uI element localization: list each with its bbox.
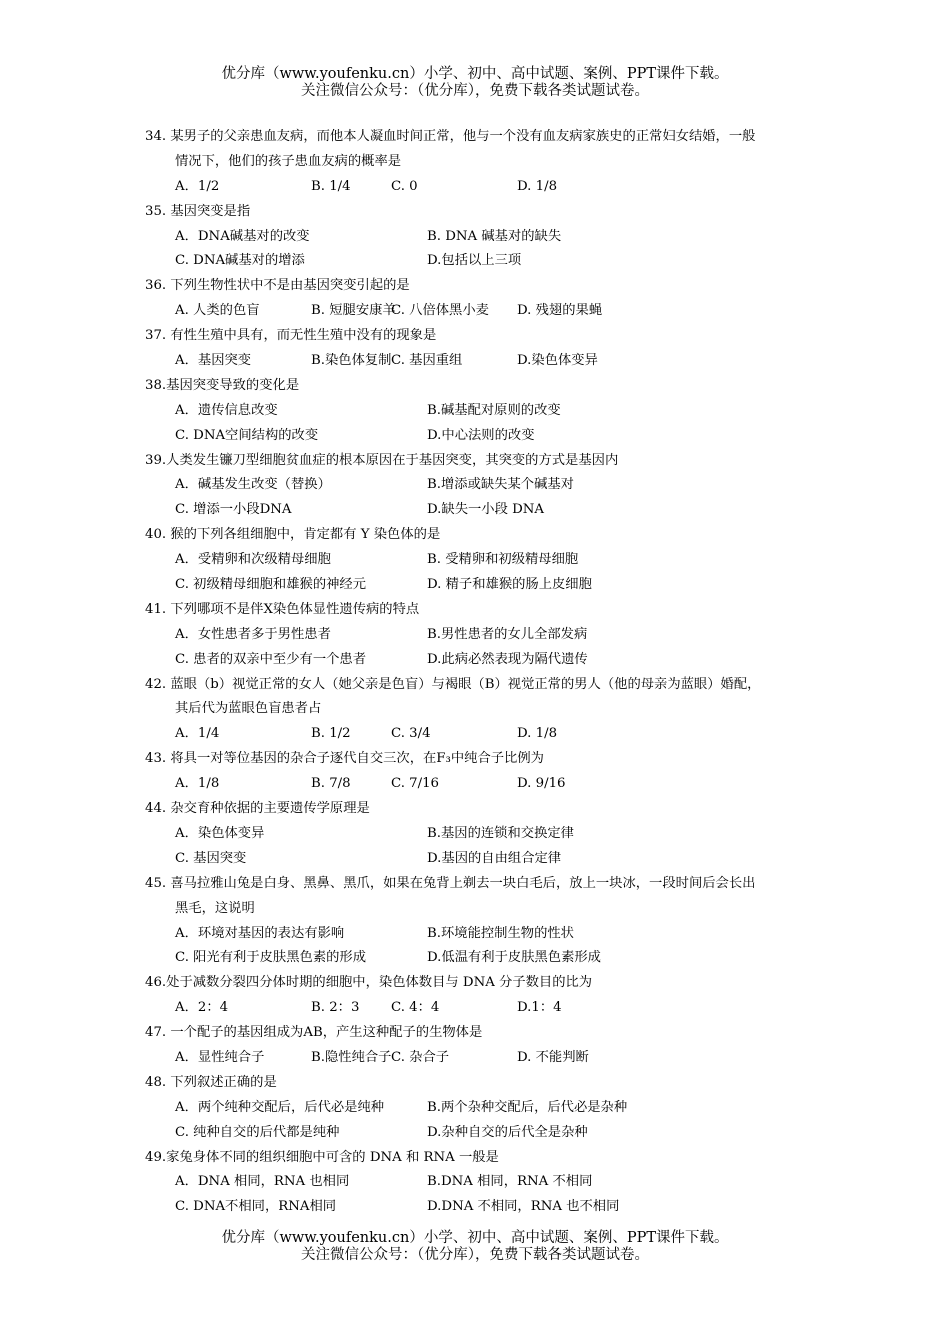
answer-option: B. 1/4 <box>311 178 351 194</box>
answer-option: A．基因突变 <box>175 353 252 369</box>
question-block <box>145 523 815 598</box>
question-stem: 42. 蓝眼（b）视觉正常的女人（她父亲是色盲）与褐眼（B）视觉正常的男人（他的母亲为蓝眼）婚配， <box>145 676 761 692</box>
question-block <box>145 797 815 872</box>
answer-option: C. 4：4 <box>391 1000 440 1016</box>
option-row <box>145 922 815 947</box>
answer-option: D.DNA 不相同，RNA 也不相同 <box>427 1199 620 1215</box>
option-row <box>145 1121 815 1146</box>
question-block <box>145 747 815 797</box>
question-stem: 41. 下列哪项不是伴X染色体显性遗传病的特点 <box>145 601 420 617</box>
answer-option: D. 残翅的果蝇 <box>517 303 603 319</box>
answer-option: D.染色体变异 <box>517 353 598 369</box>
answer-option: D.缺失一小段 DNA <box>427 502 545 518</box>
answer-option: B. 受精卵和初级精母细胞 <box>427 552 579 568</box>
option-row <box>145 349 815 374</box>
option-row <box>145 648 815 673</box>
answer-option: A．染色体变异 <box>175 825 265 841</box>
option-row <box>145 772 815 797</box>
answer-option: B.隐性纯合子 <box>311 1049 392 1065</box>
answer-option: C. 纯种自交的后代都是纯种 <box>175 1124 340 1140</box>
question-stem: 39.人类发生镰刀型细胞贫血症的根本原因在于基因突变，其突变的方式是基因内 <box>145 452 619 468</box>
question-stem: 黑毛，这说明 <box>175 900 255 916</box>
question-block <box>145 1071 815 1146</box>
question-block <box>145 324 815 374</box>
question-stem: 情况下，他们的孩子患血友病的概率是 <box>175 153 402 169</box>
answer-option: C. 3/4 <box>391 726 431 742</box>
answer-option: B. 短腿安康羊 <box>311 303 396 319</box>
question-stem: 34. 某男子的父亲患血友病，而他本人凝血时间正常，他与一个没有血友病家族史的正常妇女结婚，一般 <box>145 129 756 144</box>
answer-option: C. 初级精母细胞和雄猴的神经元 <box>175 577 367 593</box>
question-block <box>145 1021 815 1071</box>
question-block <box>145 125 815 200</box>
answer-option: D. 1/8 <box>517 726 558 742</box>
answer-option: B.基因的连锁和交换定律 <box>427 825 574 841</box>
answer-option: B.染色体复制 <box>311 353 392 369</box>
option-row <box>145 1195 815 1220</box>
option-row <box>145 1046 815 1071</box>
option-row <box>145 225 815 250</box>
answer-option: B.两个杂种交配后，后代必是杂种 <box>427 1099 628 1115</box>
answer-option: D. 精子和雄猴的肠上皮细胞 <box>427 577 592 593</box>
question-stem: 45. 喜马拉雅山兔是白身、黑鼻、黑爪，如果在兔背上剃去一块白毛后，放上一块冰，一段时间后会长出 <box>145 875 756 891</box>
option-row <box>145 946 815 971</box>
answer-option: D.杂种自交的后代全是杂种 <box>427 1124 588 1140</box>
answer-option: A．2：4 <box>175 1000 229 1016</box>
option-row <box>145 1096 815 1121</box>
option-row <box>145 548 815 573</box>
footer-line-2: 关注微信公众号：（优分库），免费下载各类试题试卷。 <box>301 1247 649 1263</box>
option-row <box>145 573 815 598</box>
answer-option: A．环境对基因的表达有影响 <box>175 925 345 941</box>
option-row <box>145 175 815 200</box>
option-row <box>145 249 815 274</box>
option-row <box>145 847 815 872</box>
answer-option: C. 八倍体黑小麦 <box>391 303 489 319</box>
question-block <box>145 1146 815 1221</box>
answer-option: A．两个纯种交配后，后代必是纯种 <box>175 1099 385 1115</box>
answer-option: C. 阳光有利于皮肤黑色素的形成 <box>175 950 367 966</box>
answer-option: C. 7/16 <box>391 776 440 792</box>
page-footer <box>0 1230 950 1264</box>
question-list <box>145 125 815 1220</box>
answer-option: A．1/2 <box>175 178 220 194</box>
answer-option: C. 0 <box>391 178 418 194</box>
option-row <box>145 822 815 847</box>
answer-option: B.DNA 相同，RNA 不相同 <box>427 1174 593 1190</box>
question-stem: 49.家兔身体不同的组织细胞中可含的 DNA 和 RNA 一般是 <box>145 1149 499 1165</box>
header-line-2: 关注微信公众号：（优分库），免费下载各类试题试卷。 <box>301 83 649 99</box>
answer-option: A．遗传信息改变 <box>175 402 278 418</box>
option-row <box>145 1170 815 1195</box>
question-stem: 36. 下列生物性状中不是由基因突变引起的是 <box>145 278 410 294</box>
answer-option: B.男性患者的女儿全部发病 <box>427 626 588 642</box>
answer-option: A．DNA碱基对的改变 <box>175 228 310 244</box>
answer-option: C. DNA不相同，RNA相同 <box>175 1199 337 1215</box>
answer-option: B.碱基配对原则的改变 <box>427 402 561 418</box>
answer-option: D.中心法则的改变 <box>427 427 535 443</box>
footer-line-1: 优分库（www.youfenku.cn）小学、初中、高中试题、案例、PPT课件下载。 <box>221 1230 729 1246</box>
answer-option: C. DNA碱基对的增添 <box>175 253 305 269</box>
question-block <box>145 374 815 449</box>
question-stem: 48. 下列叙述正确的是 <box>145 1074 277 1090</box>
answer-option: D. 9/16 <box>517 776 566 792</box>
option-row <box>145 722 815 747</box>
question-stem: 其后代为蓝眼色盲患者占 <box>175 701 322 717</box>
option-row <box>145 299 815 324</box>
answer-option: C. 增添一小段DNA <box>175 502 292 518</box>
answer-option: C. 患者的双亲中至少有一个患者 <box>175 651 367 667</box>
question-stem: 47. 一个配子的基因组成为AB，产生这种配子的生物体是 <box>145 1025 483 1041</box>
question-block <box>145 971 815 1021</box>
question-block <box>145 274 815 324</box>
option-row <box>145 623 815 648</box>
answer-option: D. 1/8 <box>517 178 558 194</box>
answer-option: B.环境能控制生物的性状 <box>427 925 574 941</box>
answer-option: C. DNA空间结构的改变 <box>175 427 319 443</box>
answer-option: A．1/8 <box>175 776 220 792</box>
answer-option: C. 杂合子 <box>391 1049 450 1065</box>
answer-option: D.低温有利于皮肤黑色素形成 <box>427 950 601 966</box>
question-stem: 43. 将具一对等位基因的杂合子逐代自交三次，在F₃中纯合子比例为 <box>145 751 544 767</box>
question-stem: 40. 猴的下列各组细胞中，肯定都有 Y 染色体的是 <box>145 527 441 543</box>
answer-option: A. 人类的色盲 <box>175 303 260 319</box>
answer-option: C. 基因重组 <box>391 353 463 369</box>
answer-option: B. 1/2 <box>311 726 351 742</box>
question-block <box>145 673 815 748</box>
question-stem: 37. 有性生殖中具有，而无性生殖中没有的现象是 <box>145 328 437 344</box>
answer-option: A．受精卵和次级精母细胞 <box>175 552 331 568</box>
answer-option: B. 7/8 <box>311 776 351 792</box>
question-block <box>145 598 815 673</box>
question-stem: 44. 杂交育种依据的主要遗传学原理是 <box>145 801 370 817</box>
answer-option: A．碱基发生改变（替换） <box>175 477 331 493</box>
page-header <box>0 66 950 100</box>
question-stem: 38.基因突变导致的变化是 <box>145 377 300 393</box>
answer-option: B. DNA 碱基对的缺失 <box>427 228 562 244</box>
answer-option: D.1：4 <box>517 1000 562 1016</box>
answer-option: D.基因的自由组合定律 <box>427 850 562 866</box>
answer-option: A．显性纯合子 <box>175 1049 265 1065</box>
question-block <box>145 872 815 972</box>
header-line-1: 优分库（www.youfenku.cn）小学、初中、高中试题、案例、PPT课件下载。 <box>221 66 729 82</box>
answer-option: C. 基因突变 <box>175 850 247 866</box>
answer-option: A．女性患者多于男性患者 <box>175 626 331 642</box>
question-stem: 35. 基因突变是指 <box>145 203 251 219</box>
answer-option: B. 2：3 <box>311 1000 360 1016</box>
answer-option: A．1/4 <box>175 726 220 742</box>
option-row <box>145 399 815 424</box>
answer-option: D.包括以上三项 <box>427 253 522 269</box>
question-block <box>145 200 815 275</box>
option-row <box>145 424 815 449</box>
option-row <box>145 996 815 1021</box>
option-row <box>145 498 815 523</box>
question-stem: 46.处于减数分裂四分体时期的细胞中，染色体数目与 DNA 分子数目的比为 <box>145 975 593 991</box>
option-row <box>145 473 815 498</box>
answer-option: A．DNA 相同，RNA 也相同 <box>175 1174 350 1190</box>
question-block <box>145 449 815 524</box>
answer-option: D.此病必然表现为隔代遗传 <box>427 651 588 667</box>
answer-option: B.增添或缺失某个碱基对 <box>427 477 574 493</box>
answer-option: D. 不能判断 <box>517 1049 589 1065</box>
